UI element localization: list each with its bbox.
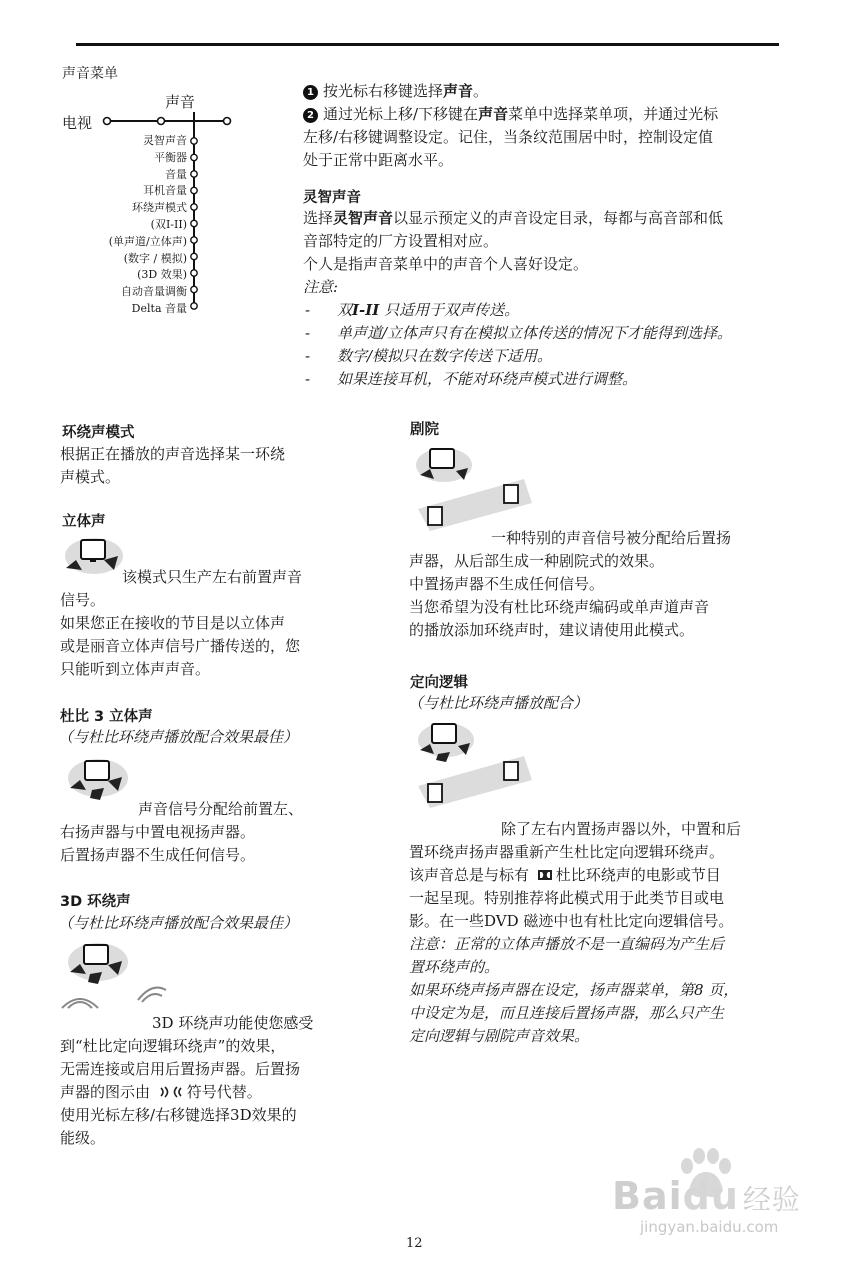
prologic-title: 定向逻辑 xyxy=(410,675,468,691)
watermark-url: jingyan.baidu.com xyxy=(640,1218,779,1236)
note-item: - 数字/模拟只在数字传送下适用。 xyxy=(303,345,813,368)
note-item: - 双I-II 只适用于双声传送。 xyxy=(303,299,813,322)
baidu-watermark-logo: Baidu 经验 xyxy=(612,1174,801,1218)
step-2: 2 通过光标上移/下移键在声音菜单中选择菜单项，并通过光标 xyxy=(303,103,803,126)
surround-mode-title: 环绕声模式 xyxy=(62,425,135,441)
dolby3-title: 杜比 3 立体声 xyxy=(60,709,153,725)
menu-item: 环绕声模式 xyxy=(132,201,187,215)
step-number: 1 xyxy=(303,85,318,100)
surround3d-title: 3D 环绕声 xyxy=(60,894,131,910)
prologic-subtitle: （与杜比环绕声播放配合） xyxy=(408,694,589,712)
menu-item: (3D 效果) xyxy=(137,268,187,282)
stereo-body: 该模式只生产左右前置声音 信号。 如果您正在接收的节目是以立体声 或是丽音立体声信号广播传送的，您 只能听到立体声声音。 xyxy=(60,568,303,678)
note-item: - 如果连接耳机，不能对环绕声模式进行调整。 xyxy=(303,368,813,391)
step-1: 1 按光标右移键选择声音。 xyxy=(303,80,803,103)
page-number: 12 xyxy=(406,1236,423,1251)
prologic-speaker-icon xyxy=(412,718,537,810)
menu-item: (数字 / 模拟) xyxy=(123,251,187,265)
prologic-note: 注意：正常的立体声播放不是一直编码为产生后 xyxy=(409,935,725,953)
surround3d-body: 3D 环绕声功能使您感受 到“杜比定向逻辑环绕声”的效果， 无需连接或启用后置扬声器。后置扬 声器的图示由 符号代替。 使用光标左移/右移键选择3D效果的 能级。 xyxy=(60,1014,314,1147)
menu-item: 自动音量调衡 xyxy=(121,285,187,299)
notes-list xyxy=(303,299,813,391)
top-rule xyxy=(76,43,779,46)
menu-item: (双I-II) xyxy=(150,217,187,231)
note-label: 注意: xyxy=(303,278,339,296)
dolby3-body: 声音信号分配给前置左、 右扬声器与中置电视扬声器。 后置扬声器不生成任何信号。 xyxy=(60,800,304,864)
smart-sound-body: 选择灵智声音以显示预定义的声音设定目录，每都与高音部和低 音部特定的厂方设置相对应。 个人是指声音菜单中的声音个人喜好设定。 注意: - 双I-II 只适用于双声传送。 - 单声道/立体声只有在模拟立体传送的情况下才能得到选择。 - 数字/模拟只在数字传送下适用。 - 如果连接耳机，不能对环绕声模式进行调整。 xyxy=(303,207,813,391)
dolby3-speaker-icon xyxy=(64,754,134,802)
stereo-title: 立体声 xyxy=(62,514,106,530)
note-item: - 单声道/立体声只有在模拟立体传送的情况下才能得到选择。 xyxy=(303,322,813,345)
dolby3-subtitle: （与杜比环绕声播放配合效果最佳） xyxy=(58,728,299,746)
step-number: 2 xyxy=(303,108,318,123)
instructions: 1 按光标右移键选择声音。 2 通过光标上移/下移键在声音菜单中选择菜单项，并通过光标 左移/右移键调整设定。记住，当条纹范围居中时，控制设定值 处于正常中距离水平。 xyxy=(303,80,803,172)
surround-mode-body: 根据正在播放的声音选择某一环绕 声模式。 xyxy=(60,445,286,486)
menu-sound-label: 声音 xyxy=(165,93,196,111)
smart-sound-title: 灵智声音 xyxy=(303,190,361,206)
menu-tv-label: 电视 xyxy=(62,114,93,132)
dolby-logo-icon xyxy=(538,870,552,880)
menu-item: (单声道/立体声) xyxy=(108,234,187,248)
sound-menu-title: 声音菜单 xyxy=(62,66,118,82)
prologic-body: 除了左右内置扬声器以外，中置和后 置环绕声扬声器重新产生杜比定向逻辑环绕声。 该声音总是与标有 杜比环绕声的电影或节目 一起呈现。特别推荐将此模式用于此类节目或电 影。在一些DVD 磁迹中也有杜比定向逻辑信号。 注意：正常的立体声播放不是一直编码为产生后 置环绕声的。 如果环绕声扬声器在设定，扬声器菜单，第8 页， 中设定为是，而且连接后置扬声器，那么只产生 定向逻辑与剧院声音效果。 xyxy=(409,818,819,1048)
sound-wave-icon xyxy=(158,1086,184,1098)
menu-item-list xyxy=(47,133,187,318)
menu-item: 平衡器 xyxy=(154,150,187,164)
menu-item: Delta 音量 xyxy=(131,301,187,315)
menu-item: 灵智声音 xyxy=(143,134,187,147)
surround3d-speaker-icon xyxy=(60,936,170,1010)
menu-item: 耳机音量 xyxy=(143,184,187,198)
menu-item: 音量 xyxy=(165,167,187,181)
theatre-body: 一种特别的声音信号被分配给后置扬 声器，从后部生成一种剧院式的效果。 中置扬声器不生成任何信号。 当您希望为没有杜比环绕声编码或单声道声音 的播放添加环绕声时，建议请使用此模式。 xyxy=(409,529,732,639)
theatre-title: 剧院 xyxy=(410,422,439,438)
theatre-speaker-icon xyxy=(412,443,537,533)
surround3d-subtitle: （与杜比环绕声播放配合效果最佳） xyxy=(58,914,299,932)
